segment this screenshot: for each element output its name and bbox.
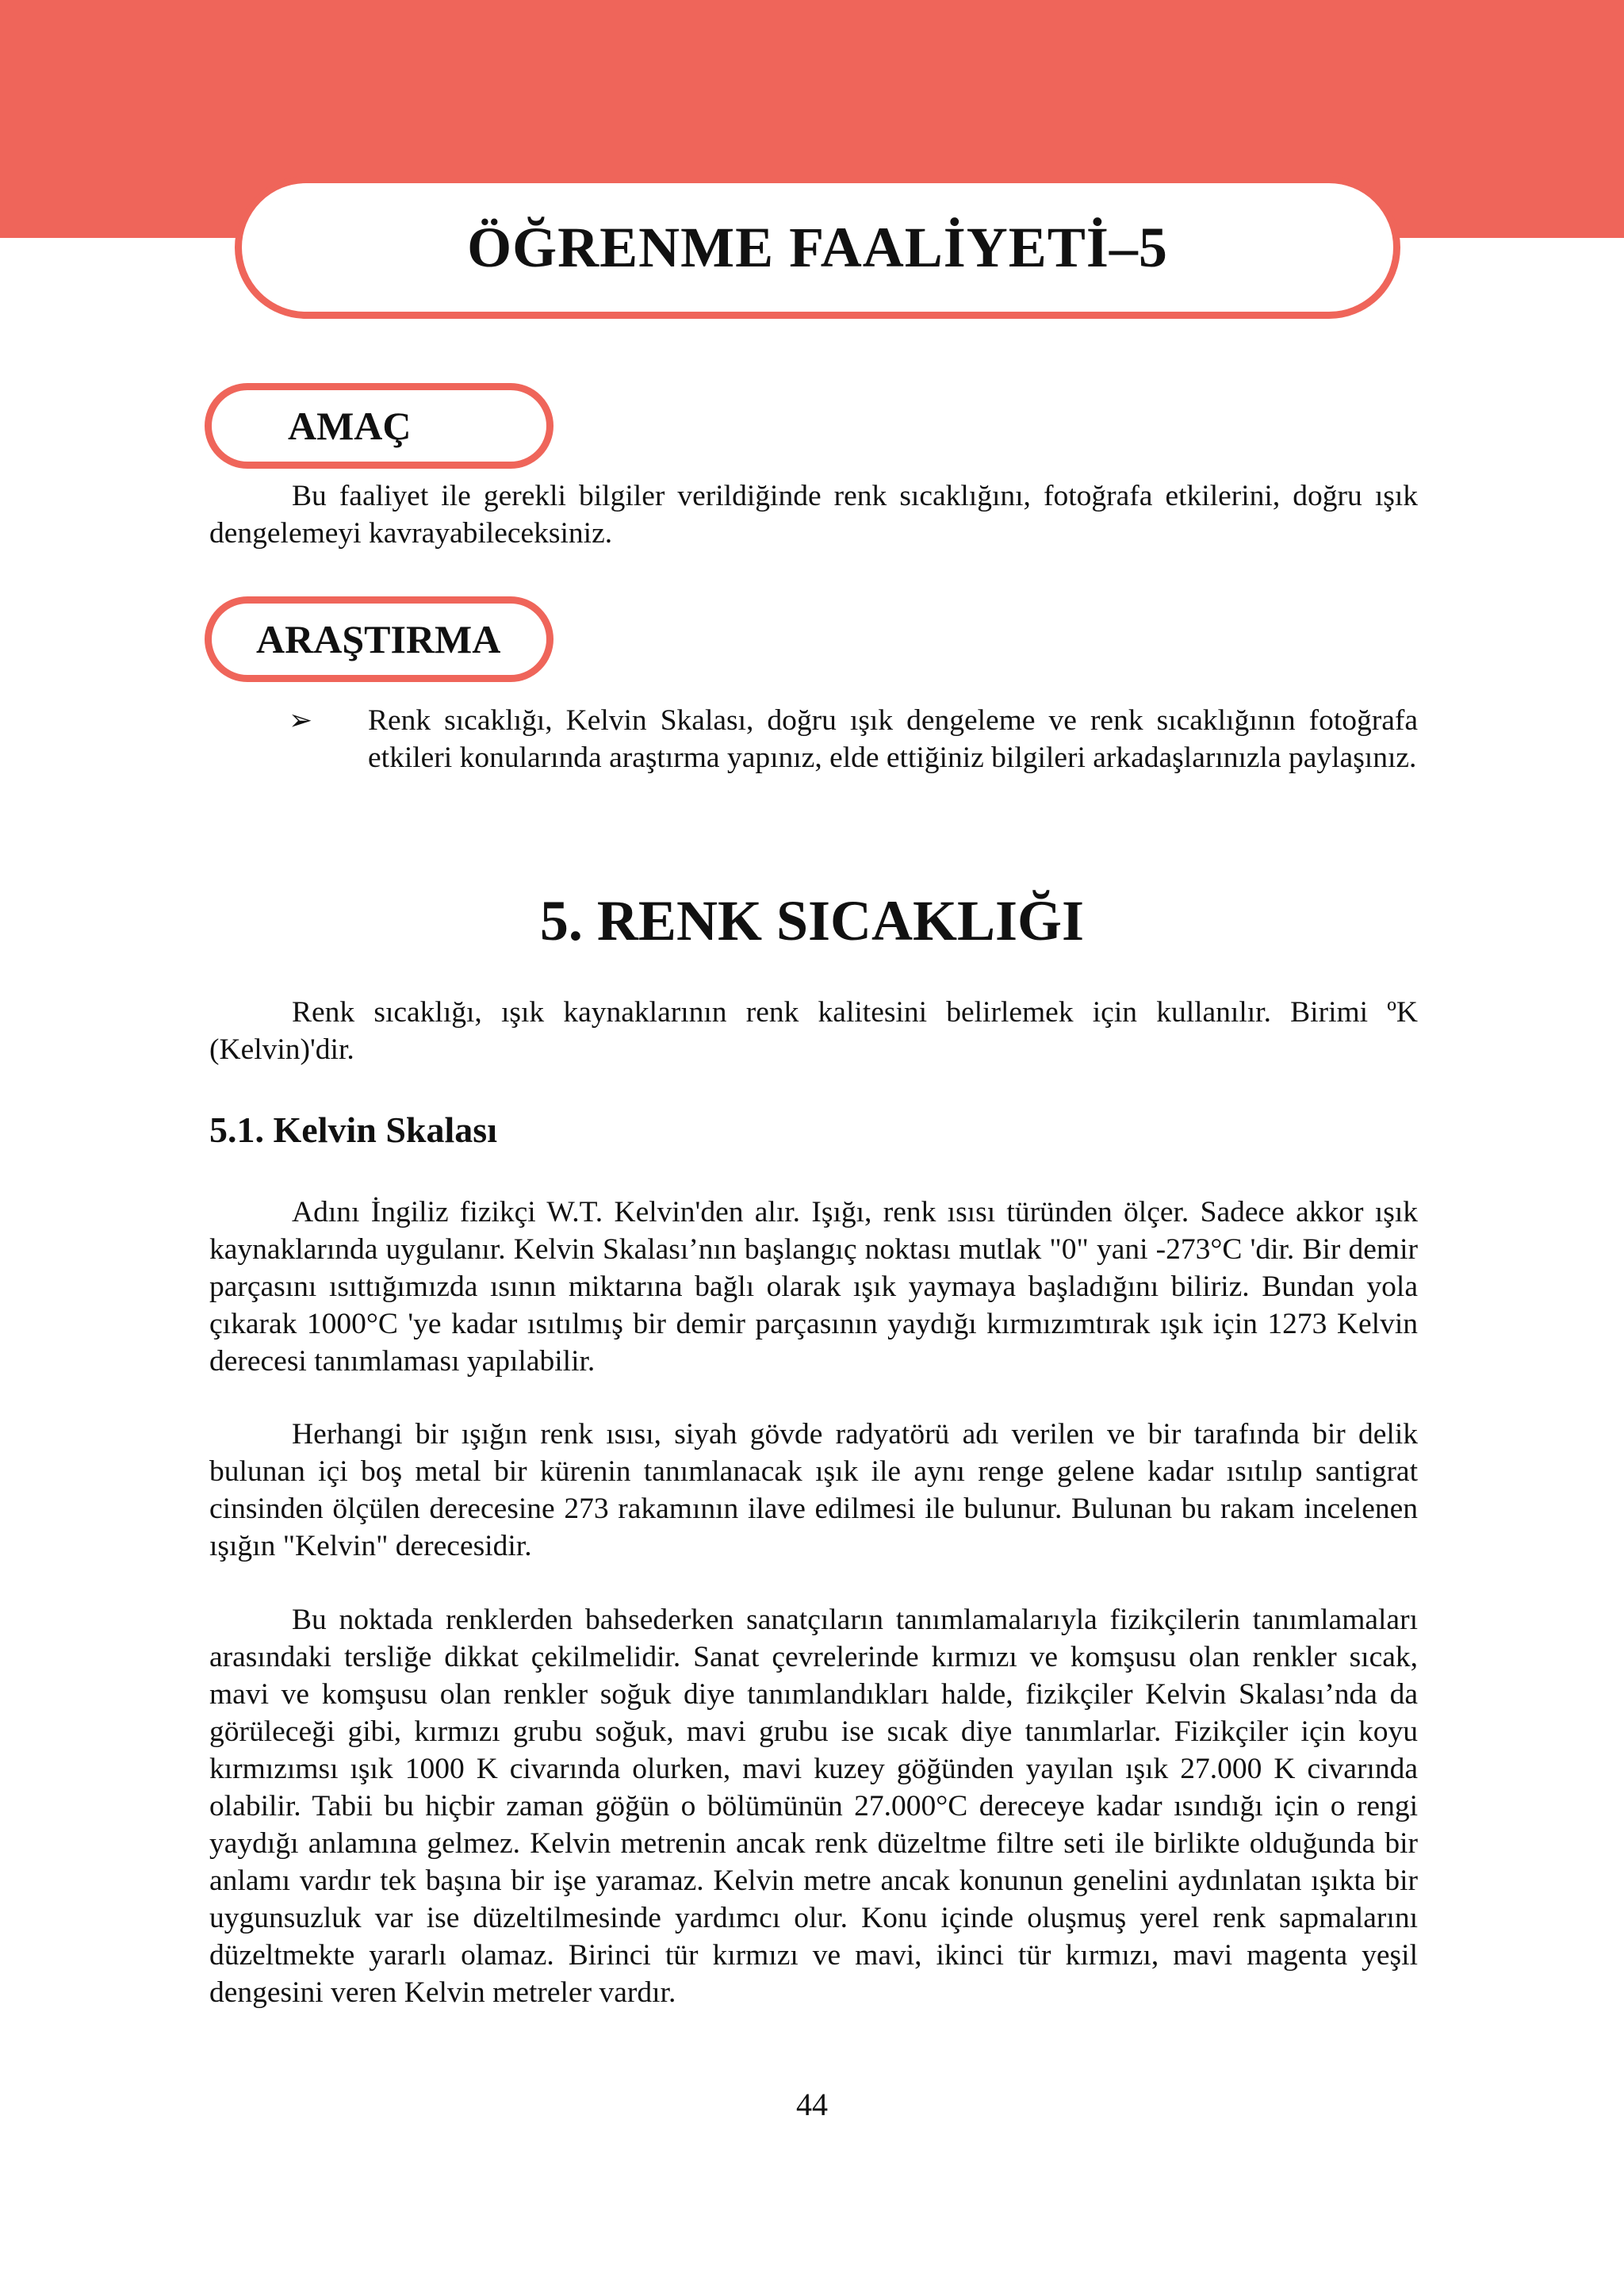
paragraph: Herhangi bir ışığın renk ısısı, siyah gövde radyatörü adı verilen ve bir tarafında bir delik bulunan içi boş metal bir kürenin tanımlanacak ışık ile aynı renge gelene kadar ısıtılıp santigrat cinsinden ölçülen derecesine 273 rakamının ilave edilmesi ile bulunur. Bulunan bu rakam incelenen ışığın "Kelvin" derecesidir.	[209, 1418, 1418, 1562]
paragraph: Bu noktada renklerden bahsederken sanatçıların tanımlamalarıyla fizikçilerin tanımlamaları arasındaki tersliğe dikkat çekilmelidir. Sanat çevrelerinde kırmızı ve komşusu olan renkler sıcak, mavi ve komşusu olan renkler soğuk diye tanımlandıkları halde, fizikçiler Kelvin Skalası’nda da görüleceği gibi, kırmızı grubu soğuk, mavi grubu ise sıcak diye tanımlarlar. Fizikçiler için koyu kırmızımsı ışık 1000 K civarında olurken, mavi kuzey göğünden yayılan ışık 27.000 K civarında olabilir. Tabii bu hiçbir zaman göğün o bölümünün 27.000°C dereceye kadar ısındığı için o rengi yaydığı anlamına gelmez. Kelvin metrenin ancak renk düzeltme filtre seti ile birlikte olduğunda bir anlamı vardır tek başına bir işe yaramaz. Kelvin metre ancak konunun genelini aydınlatan ışıkta bir uygunsuzluk var ise düzeltilmesinde yardımcı olur. Konu içinde oluşmuş yerel renk sapmalarını düzeltmekte yararlı olamaz. Birinci tür kırmızı ve mavi, ikinci tür kırmızı, mavi magenta yeşil dengesini veren Kelvin metreler vardır.	[209, 1604, 1418, 2009]
page-number: 44	[796, 2087, 828, 2122]
arastirma-label: ARAŞTIRMA	[256, 617, 501, 661]
arrowhead-bullet-icon: ➢	[289, 704, 313, 737]
amac-label: AMAÇ	[288, 404, 412, 448]
title-banner	[235, 176, 1400, 319]
section-intro: Renk sıcaklığı, ışık kaynaklarının renk kalitesini belirlemek için kullanılır. Birimi ºK (Kelvin)'dir.	[209, 996, 1418, 1066]
arastirma-badge	[205, 596, 553, 682]
amac-badge	[205, 383, 553, 469]
amac-text: Bu faaliyet ile gerekli bilgiler verildiğinde renk sıcaklığını, fotoğrafa etkilerini, doğru ışık dengelemeyi kavrayabileceksiniz.	[209, 480, 1418, 550]
paragraph: Adını İngiliz fizikçi W.T. Kelvin'den alır. Işığı, renk ısısı türünden ölçer. Sadece akkor ışık kaynaklarında uygulanır. Kelvin Skalası’nın başlangıç noktası mutlak "0" yani -273°C 'dir. Bir demir parçasını ısıttığımızda ısının miktarına bağlı olarak ışık yaymaya başladığını biliriz. Bundan yola çıkarak 1000°C 'ye kadar ısıtılmış bir demir parçasının yaydığı kırmızımtırak ışık için 1273 Kelvin derecesi tanımlaması yapılabilir.	[209, 1196, 1418, 1378]
section-title: 5. RENK SICAKLIĞI	[539, 889, 1085, 952]
subsection-title: 5.1. Kelvin Skalası	[209, 1110, 497, 1150]
page-title: ÖĞRENME FAALİYETİ–5	[467, 215, 1168, 279]
arastirma-item-text: Renk sıcaklığı, Kelvin Skalası, doğru ışık dengeleme ve renk sıcaklığının fotoğrafa etkileri konularında araştırma yapınız, elde ettiğiniz bilgileri arkadaşlarınızla paylaşınız.	[368, 704, 1418, 774]
